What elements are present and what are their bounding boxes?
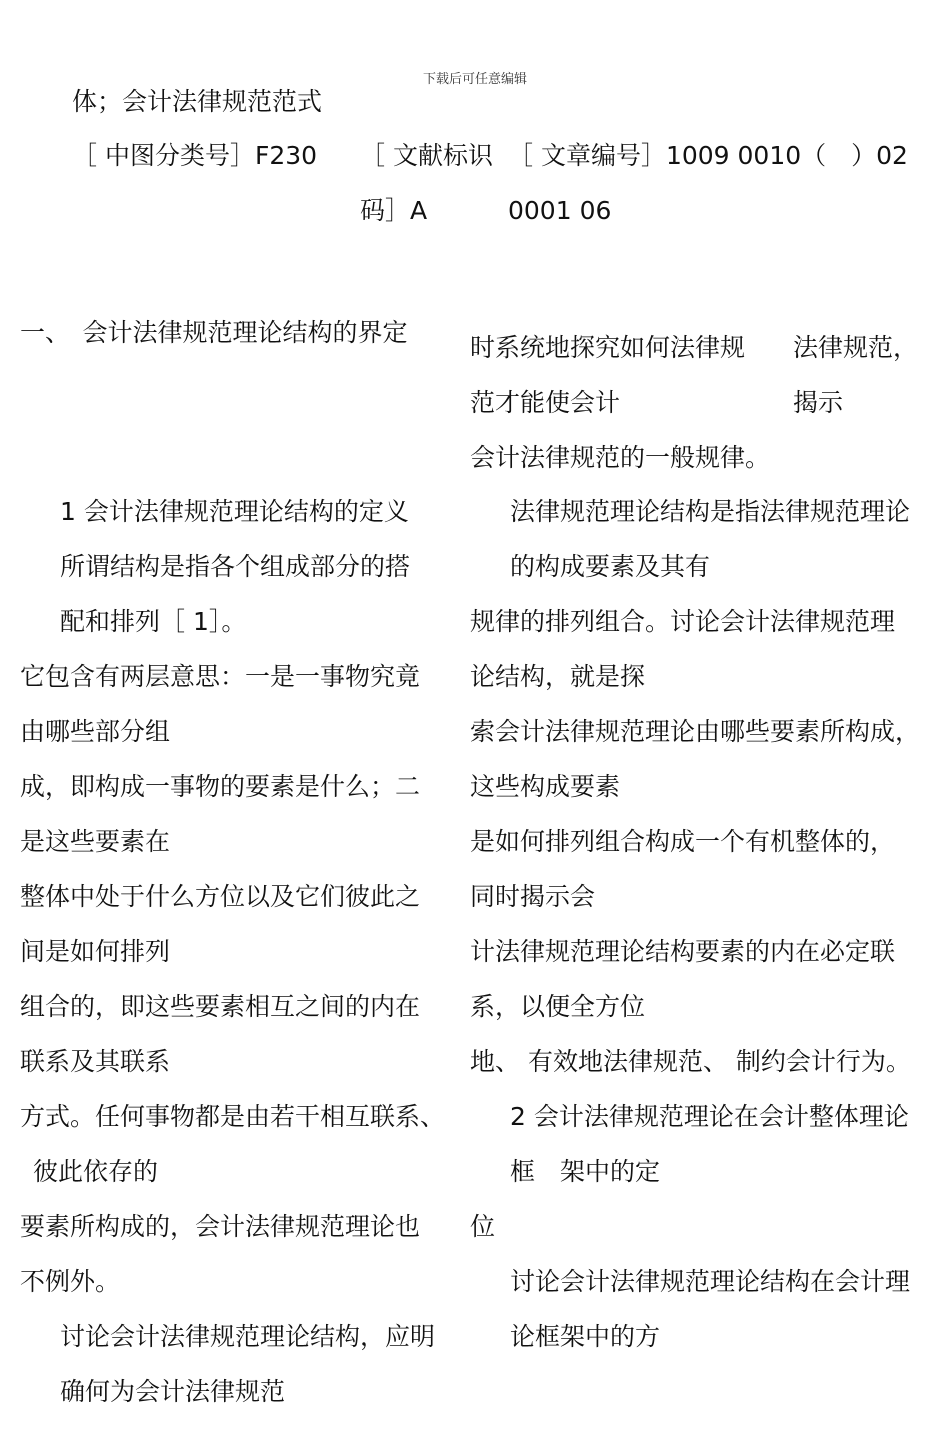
right-text-line: 地、 有效地法律规范、 制约会计行为。 [470, 1047, 911, 1076]
left-text-line: 由哪些部分组 [20, 717, 171, 746]
right-text-line: 计法律规范理论结构要素的内在必定联 [470, 937, 896, 966]
document-code-label: ［ 文献标识 [360, 141, 493, 170]
left-text-line: 间是如何排列 [20, 937, 171, 966]
article-number: ［ 文章编号］1009 0010（ ）02 [508, 141, 908, 170]
left-text-line: 所谓结构是指各个组成部分的搭 [60, 552, 411, 581]
right-text-line: 讨论会计法律规范理论结构在会计理 [510, 1267, 911, 1296]
right-text-line: 会计法律规范的一般规律。 [470, 443, 771, 472]
left-text-line: 不例外。 [20, 1267, 121, 1296]
keywords-tail: 体；会计法律规范范式 [72, 87, 323, 116]
right-text-line: 索会计法律规范理论由哪些要素所构成， [470, 717, 921, 746]
left-text-line: 整体中处于什么方位以及它们彼此之 [20, 882, 421, 911]
left-text-line: 成，即构成一事物的要素是什么；二 [20, 772, 421, 801]
right-text-line: 是如何排列组合构成一个有机整体的， [470, 827, 896, 856]
right-text-line: 位 [470, 1212, 496, 1241]
left-text-line: 它包含有两层意思：一是一事物究竟 [20, 662, 421, 691]
left-text-line: 彼此依存的 [33, 1157, 159, 1186]
clc-number: ［ 中图分类号］F230 [72, 141, 318, 170]
right-text-line: 框 架中的定 [510, 1157, 661, 1186]
right-text-line: 同时揭示会 [470, 882, 596, 911]
left-text-line: 是这些要素在 [20, 827, 171, 856]
section-heading: 一、 会计法律规范理论结构的界定 [20, 318, 408, 347]
right-text-line: 的构成要素及其有 [510, 552, 711, 581]
subsection-heading: 1 会计法律规范理论结构的定义 [60, 497, 409, 526]
left-text-line: 讨论会计法律规范理论结构，应明 [60, 1322, 436, 1351]
right-text-line: 规律的排列组合。讨论会计法律规范理 [470, 607, 896, 636]
right-text-line: 论结构，就是探 [470, 662, 646, 691]
left-text-line: 联系及其联系 [20, 1047, 171, 1076]
article-number-continued: 0001 06 [508, 196, 612, 225]
left-text-line: 确何为会计法律规范 [60, 1377, 286, 1406]
document-code-value: 码］A [360, 196, 428, 225]
right-text-line: 法律规范， [793, 333, 919, 362]
left-text-line: 组合的，即这些要素相互之间的内在 [20, 992, 421, 1021]
left-text-line: 配和排列［ 1］。 [60, 607, 247, 636]
right-text-line: 法律规范理论结构是指法律规范理论 [510, 497, 911, 526]
right-text-line: 这些构成要素 [470, 772, 621, 801]
header-note: 下载后可任意编辑 [422, 72, 527, 87]
right-text-line: 范才能使会计 [470, 388, 621, 417]
left-text-line: 要素所构成的，会计法律规范理论也 [20, 1212, 421, 1241]
right-text-line: 揭示 [793, 388, 844, 417]
left-text-line: 方式。任何事物都是由若干相互联系、 [20, 1102, 446, 1131]
subsection-heading: 2 会计法律规范理论在会计整体理论 [510, 1102, 909, 1131]
right-text-line: 时系统地探究如何法律规 [470, 333, 746, 362]
right-text-line: 系，以便全方位 [470, 992, 646, 1021]
right-text-line: 论框架中的方 [510, 1322, 661, 1351]
